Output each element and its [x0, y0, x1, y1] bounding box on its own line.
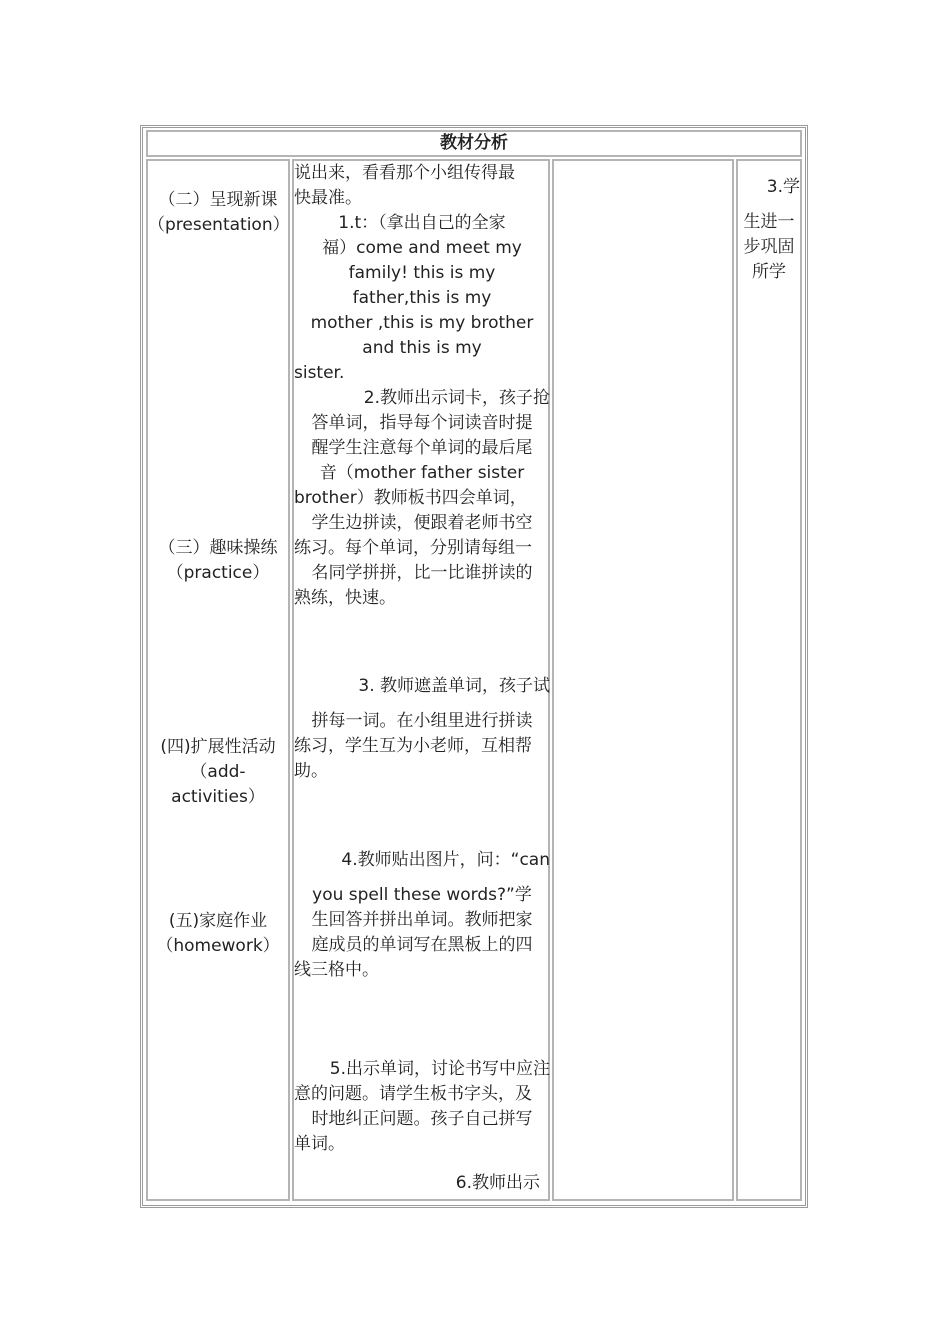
stage-label: （practice）	[166, 563, 270, 583]
content-line: 学生边拼读，便跟着老师书空	[311, 513, 533, 533]
content-line: 醒学生注意每个单词的最后尾	[311, 438, 533, 458]
content-line: 拼每一词。在小组里进行拼读	[311, 711, 533, 731]
note-text: 3.学	[766, 177, 800, 197]
stage-add-activities	[148, 735, 288, 810]
stage-label: （add-	[190, 762, 246, 782]
stage-presentation	[148, 188, 288, 238]
content-line: 意的问题。请学生板书字头，及	[294, 1084, 532, 1104]
stage-label: （三）趣味操练	[158, 538, 278, 558]
content-paragraph	[294, 386, 550, 611]
content-paragraph	[294, 211, 550, 386]
content-line: 答单词，指导每个词读音时提	[311, 413, 533, 433]
content-paragraph	[294, 883, 550, 983]
stage-practice	[148, 536, 288, 586]
content-column	[292, 159, 550, 1201]
table-title: 教材分析	[146, 130, 802, 157]
content-paragraph	[294, 709, 550, 784]
stage-label: （homework）	[156, 936, 280, 956]
notes-column	[736, 159, 802, 1201]
stage-homework	[148, 909, 288, 959]
content-line: brother）教师板书四会单词，	[294, 488, 527, 508]
content-line: 庭成员的单词写在黑板上的四	[311, 935, 533, 955]
stage-label: （二）呈现新课	[158, 190, 278, 210]
content-line: 4.教师贴出图片，问：“can	[341, 850, 550, 870]
note-line	[738, 175, 800, 200]
content-line: 1.t：（拿出自己的全家	[338, 213, 506, 233]
content-line: 名同学拼拼，比一比谁拼读的	[311, 563, 533, 583]
content-line: 线三格中。	[294, 960, 379, 980]
content-line: and this is my	[362, 338, 482, 358]
content-line: 助。	[294, 761, 328, 781]
content-line: you spell these words?”学	[312, 885, 532, 905]
content-paragraph	[294, 674, 550, 699]
content-paragraph	[294, 1171, 550, 1196]
content-line: sister.	[294, 363, 345, 383]
content-line: 练习，学生互为小老师，互相帮	[294, 736, 532, 756]
stage-label: activities）	[171, 787, 265, 807]
stage-column	[146, 159, 290, 1201]
content-line: 5.出示单词，讨论书写中应注	[329, 1059, 550, 1079]
content-line: father,this is my	[352, 288, 492, 308]
content-line: 练习。每个单词，分别请每组一	[294, 538, 532, 558]
note-block	[738, 210, 800, 285]
content-line: 6.教师出示	[455, 1173, 540, 1193]
content-line: 音（mother father sister	[319, 463, 525, 483]
content-line: 时地纠正问题。孩子自己拼写	[311, 1109, 533, 1129]
note-text: 步巩固	[743, 237, 795, 257]
stage-label: (四)扩展性活动	[160, 737, 276, 757]
stage-label: (五)家庭作业	[168, 911, 268, 931]
content-line: 福）come and meet my	[322, 238, 522, 258]
empty-column	[552, 159, 734, 1201]
content-paragraph	[294, 1057, 550, 1157]
content-line: 熟练，快速。	[294, 588, 396, 608]
note-text: 所学	[752, 262, 786, 282]
content-line: 2.教师出示词卡，孩子抢	[363, 388, 550, 408]
content-line: 生回答并拼出单词。教师把家	[311, 910, 533, 930]
content-line: family! this is my	[348, 263, 496, 283]
note-text: 生进一	[743, 212, 795, 232]
content-paragraph	[294, 161, 550, 211]
content-line: 3. 教师遮盖单词，孩子试	[358, 676, 550, 696]
content-line: 快最准。	[294, 188, 362, 208]
lesson-table	[140, 125, 808, 1208]
content-line: 单词。	[294, 1134, 345, 1154]
content-line: 说出来，看看那个小组传得最	[294, 163, 515, 183]
stage-label: （presentation）	[148, 215, 290, 235]
content-line: mother ,this is my brother	[310, 313, 534, 333]
content-paragraph	[294, 848, 550, 873]
